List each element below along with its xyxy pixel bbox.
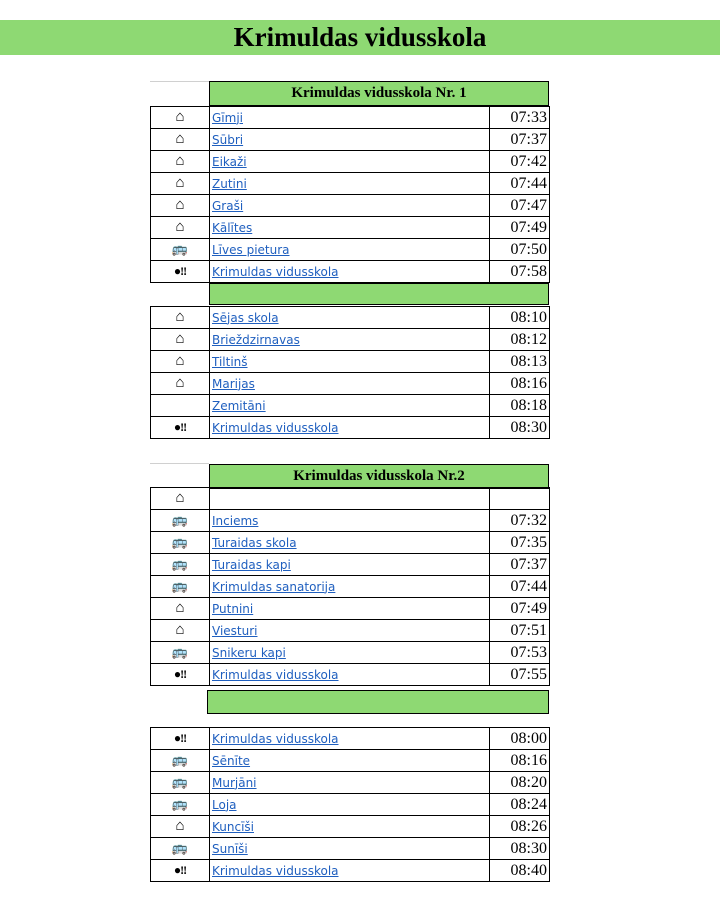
bus-icon: 🚌 <box>171 796 189 811</box>
icon-cell <box>151 329 210 351</box>
house-icon: ⌂ <box>175 131 185 147</box>
time-cell: 07:37 <box>490 554 550 576</box>
table-row <box>151 217 550 239</box>
time-cell: 08:18 <box>490 395 550 417</box>
stop-cell <box>210 554 490 576</box>
icon-cell <box>151 217 210 239</box>
stop-link[interactable]: Krimuldas vidusskola <box>212 264 339 279</box>
icon-cell <box>151 261 210 283</box>
stop-link[interactable]: Krimuldas vidusskola <box>212 731 339 746</box>
table-row <box>151 151 550 173</box>
icon-cell <box>151 373 210 395</box>
stop-cell <box>210 488 490 510</box>
time-cell: 08:26 <box>490 816 550 838</box>
table-row <box>151 129 550 151</box>
time-cell: 08:30 <box>490 417 550 439</box>
stop-link[interactable]: Krimuldas vidusskola <box>212 420 339 435</box>
stop-link[interactable]: Krimuldas vidusskola <box>212 863 339 878</box>
icon-cell <box>151 664 210 686</box>
icon-cell <box>151 532 210 554</box>
table-row <box>151 816 550 838</box>
stop-cell <box>210 239 490 261</box>
stop-cell <box>210 373 490 395</box>
house-icon: ⌂ <box>175 490 185 506</box>
table-row <box>151 261 550 283</box>
icon-cell <box>151 488 210 510</box>
icon-cell <box>151 195 210 217</box>
stop-link[interactable]: Sūbri <box>212 132 244 147</box>
stop-link[interactable]: Tiltinš <box>212 354 248 369</box>
stop-link[interactable]: Turaidas skola <box>212 535 297 550</box>
time-cell: 08:24 <box>490 794 550 816</box>
table-row <box>151 351 550 373</box>
icon-cell <box>151 838 210 860</box>
time-cell: 08:40 <box>490 860 550 882</box>
icon-cell <box>151 395 210 417</box>
stop-cell <box>210 816 490 838</box>
time-cell: 07:35 <box>490 532 550 554</box>
house-icon: ⌂ <box>175 622 185 638</box>
icon-cell <box>151 750 210 772</box>
stop-link[interactable]: Līves pietura <box>212 242 290 257</box>
stop-cell <box>210 417 490 439</box>
time-cell: 08:00 <box>490 728 550 750</box>
house-icon: ⌂ <box>175 197 185 213</box>
table-row <box>151 417 550 439</box>
table-row <box>151 488 550 510</box>
time-cell: 08:13 <box>490 351 550 373</box>
stop-cell <box>210 838 490 860</box>
time-cell: 08:12 <box>490 329 550 351</box>
stop-link[interactable]: Kālītes <box>212 220 253 235</box>
table-row <box>151 107 550 129</box>
stop-link[interactable]: Sēnīte <box>212 753 251 768</box>
route2-heading: Krimuldas vidusskola Nr.2 <box>209 464 549 489</box>
house-icon: ⌂ <box>175 375 185 391</box>
stop-link[interactable]: Kuncīši <box>212 819 254 834</box>
stop-cell <box>210 750 490 772</box>
table-row <box>151 532 550 554</box>
stop-link[interactable]: Turaidas kapi <box>212 557 291 572</box>
route1-heading: Krimuldas vidusskola Nr. 1 <box>209 81 549 106</box>
house-icon: ⌂ <box>175 331 185 347</box>
icon-cell <box>151 772 210 794</box>
route2-spacer <box>150 690 549 714</box>
icon-cell <box>151 598 210 620</box>
house-icon: ⌂ <box>175 309 185 325</box>
stop-cell <box>210 576 490 598</box>
time-cell: 08:20 <box>490 772 550 794</box>
stop-link[interactable]: Snikeru kapi <box>212 645 286 660</box>
table-row <box>151 329 550 351</box>
table-row <box>151 794 550 816</box>
stop-link[interactable]: Graši <box>212 198 244 213</box>
time-cell: 07:51 <box>490 620 550 642</box>
stop-link[interactable]: Loja <box>212 797 237 812</box>
icon-cell <box>151 642 210 664</box>
stop-link[interactable]: Sunīši <box>212 841 248 856</box>
stop-cell <box>210 772 490 794</box>
stop-cell <box>210 107 490 129</box>
icon-cell <box>151 239 210 261</box>
bus-icon: 🚌 <box>171 774 189 789</box>
stop-link[interactable]: Gīmji <box>212 110 243 125</box>
stop-cell <box>210 642 490 664</box>
icon-cell <box>151 510 210 532</box>
page-title: Krimuldas vidusskola <box>233 22 487 52</box>
bus-icon: 🚌 <box>171 840 189 855</box>
school-icon: ●!! <box>173 730 187 745</box>
stop-link[interactable]: Marijas <box>212 376 255 391</box>
house-icon: ⌂ <box>175 153 185 169</box>
time-cell: 07:58 <box>490 261 550 283</box>
time-cell: 07:44 <box>490 576 550 598</box>
school-icon: ●!! <box>173 862 187 877</box>
stop-link[interactable]: Krimuldas sanatorija <box>212 579 336 594</box>
stop-cell <box>210 173 490 195</box>
table-row <box>151 728 550 750</box>
stop-cell <box>210 728 490 750</box>
icon-cell <box>151 107 210 129</box>
stop-cell <box>210 307 490 329</box>
table-row <box>151 373 550 395</box>
table-row <box>151 173 550 195</box>
time-cell: 08:16 <box>490 750 550 772</box>
time-cell: 08:30 <box>490 838 550 860</box>
table-row <box>151 838 550 860</box>
bus-icon: 🚌 <box>171 578 189 593</box>
stop-link[interactable]: Inciems <box>212 513 259 528</box>
stop-cell <box>210 395 490 417</box>
table-row <box>151 664 550 686</box>
house-icon: ⌂ <box>175 600 185 616</box>
stop-link[interactable]: Krimuldas vidusskola <box>212 667 339 682</box>
icon-cell <box>151 417 210 439</box>
school-icon: ●!! <box>173 419 187 434</box>
stop-cell <box>210 664 490 686</box>
stop-cell <box>210 151 490 173</box>
icon-cell <box>151 816 210 838</box>
icon-cell <box>151 151 210 173</box>
school-icon: ●!! <box>173 263 187 278</box>
stop-link[interactable]: Eikaži <box>212 154 247 169</box>
time-cell: 07:32 <box>490 510 550 532</box>
house-icon: ⌂ <box>175 353 185 369</box>
stop-cell <box>210 217 490 239</box>
stop-cell <box>210 510 490 532</box>
time-cell: 08:10 <box>490 307 550 329</box>
house-icon: ⌂ <box>175 175 185 191</box>
stop-link[interactable]: Murjāni <box>212 775 257 790</box>
house-icon: ⌂ <box>175 818 185 834</box>
bus-icon: 🚌 <box>171 752 189 767</box>
table-row <box>151 510 550 532</box>
time-cell: 07:37 <box>490 129 550 151</box>
stop-cell <box>210 195 490 217</box>
icon-cell <box>151 576 210 598</box>
route1-header <box>150 81 549 106</box>
stop-link[interactable]: Zutini <box>212 176 247 191</box>
route1-part2 <box>150 306 549 439</box>
school-icon: ●!! <box>173 666 187 681</box>
stop-cell <box>210 794 490 816</box>
time-cell: 08:16 <box>490 373 550 395</box>
stop-cell <box>210 620 490 642</box>
icon-cell <box>151 728 210 750</box>
bus-icon: 🚌 <box>171 241 189 256</box>
stop-link[interactable]: Sējas skola <box>212 310 279 325</box>
house-icon: ⌂ <box>175 219 185 235</box>
table-row <box>151 554 550 576</box>
route2-part2 <box>150 727 549 882</box>
time-cell: 07:49 <box>490 217 550 239</box>
stop-cell <box>210 129 490 151</box>
table-row <box>151 642 550 664</box>
route1-spacer <box>150 283 549 305</box>
table-row <box>151 860 550 882</box>
table-row <box>151 598 550 620</box>
route2-header <box>150 464 549 489</box>
route2-part1 <box>150 487 549 686</box>
time-cell: 07:33 <box>490 107 550 129</box>
time-cell: 07:55 <box>490 664 550 686</box>
table-row <box>151 195 550 217</box>
icon-cell <box>151 129 210 151</box>
time-cell: 07:42 <box>490 151 550 173</box>
time-cell: 07:53 <box>490 642 550 664</box>
bus-icon: 🚌 <box>171 644 189 659</box>
icon-cell <box>151 554 210 576</box>
table-row <box>151 307 550 329</box>
table-row <box>151 395 550 417</box>
stop-link[interactable]: Brieždzirnavas <box>212 332 300 347</box>
icon-cell <box>151 307 210 329</box>
page-title-bar <box>0 20 720 55</box>
stop-link[interactable]: Viesturi <box>212 623 258 638</box>
icon-cell <box>151 173 210 195</box>
route1-part1 <box>150 106 549 283</box>
time-cell: 07:50 <box>490 239 550 261</box>
icon-cell <box>151 860 210 882</box>
table-row <box>151 576 550 598</box>
table-row <box>151 750 550 772</box>
time-cell: 07:47 <box>490 195 550 217</box>
bus-icon: 🚌 <box>171 556 189 571</box>
time-cell <box>490 488 550 510</box>
stop-cell <box>210 598 490 620</box>
stop-cell <box>210 329 490 351</box>
time-cell: 07:49 <box>490 598 550 620</box>
icon-cell <box>151 794 210 816</box>
bus-icon: 🚌 <box>171 534 189 549</box>
time-cell: 07:44 <box>490 173 550 195</box>
table-row <box>151 239 550 261</box>
icon-cell <box>151 620 210 642</box>
stop-cell <box>210 351 490 373</box>
table-row <box>151 620 550 642</box>
table-row <box>151 772 550 794</box>
stop-cell <box>210 261 490 283</box>
bus-icon: 🚌 <box>171 512 189 527</box>
stop-cell <box>210 860 490 882</box>
stop-cell <box>210 532 490 554</box>
icon-cell <box>151 351 210 373</box>
house-icon: ⌂ <box>175 109 185 125</box>
stop-link[interactable]: Putnini <box>212 601 254 616</box>
stop-link[interactable]: Zemitāni <box>212 398 266 413</box>
